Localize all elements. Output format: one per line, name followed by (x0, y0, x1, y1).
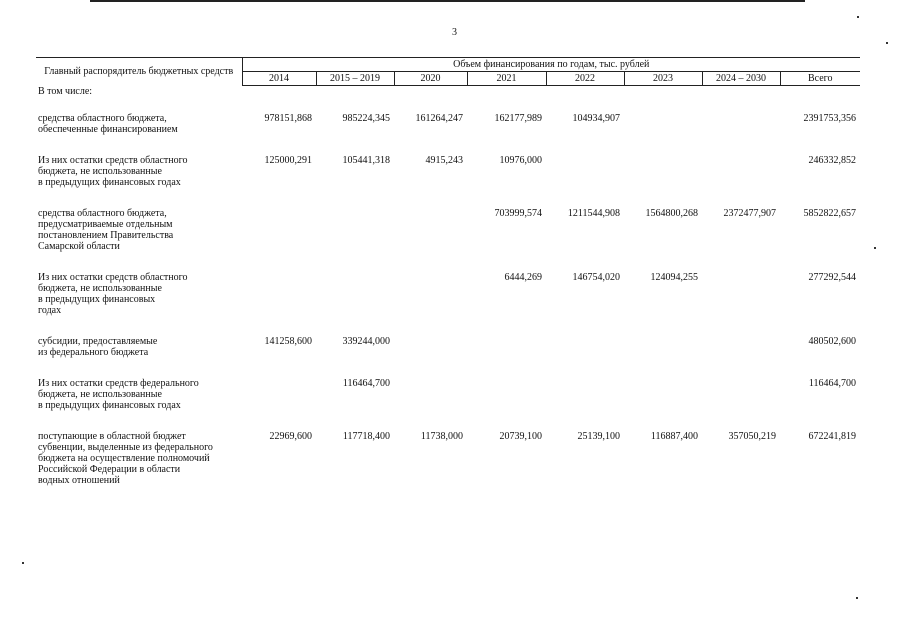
value-cell (467, 328, 546, 370)
row-label: Из них остатки средств областного бюджета, не использованные в предыдущих финансовых годах (38, 155, 188, 188)
value-cell (702, 264, 780, 328)
scan-speck (886, 42, 888, 44)
table-row (36, 200, 860, 264)
row-total-cell: 116464,700 (808, 378, 856, 389)
table-row (36, 328, 860, 370)
row-total-cell: 672241,819 (808, 431, 856, 442)
row-total-cell: 246332,852 (808, 155, 856, 166)
year-header: 2023 (624, 72, 702, 86)
value-cell (316, 264, 394, 328)
value-cell (394, 264, 467, 328)
financing-group-header: Объем финансирования по годам, тыс. рублей (242, 58, 860, 72)
row-total-cell: 5852822,657 (803, 208, 856, 219)
value-cell: 125000,291 (264, 155, 312, 166)
value-cell (242, 200, 316, 264)
value-cell: 357050,219 (728, 431, 776, 442)
row-total-cell: 2391753,356 (803, 113, 856, 124)
value-cell (546, 370, 624, 423)
table-row (36, 147, 860, 200)
value-cell: 161264,247 (415, 113, 463, 124)
table-row (36, 370, 860, 423)
value-cell: 1564800,268 (645, 208, 698, 219)
value-cell: 978151,868 (264, 113, 312, 124)
table-row (36, 264, 860, 328)
value-cell: 124094,255 (650, 272, 698, 283)
value-cell: 105441,318 (342, 155, 390, 166)
scan-speck (857, 16, 859, 18)
value-cell (624, 370, 702, 423)
value-cell (624, 328, 702, 370)
row-label: средства областного бюджета, обеспеченные финансированием (38, 113, 178, 135)
value-cell: 117718,400 (342, 431, 390, 442)
page-number: 3 (452, 27, 457, 38)
value-cell (242, 370, 316, 423)
row-label: средства областного бюджета, предусматриваемые отдельным постановлением Правительства Самарской области (38, 208, 174, 252)
value-cell: 339244,000 (342, 336, 390, 347)
value-cell: 985224,345 (342, 113, 390, 124)
value-cell: 11738,000 (420, 431, 463, 442)
value-cell (316, 200, 394, 264)
value-cell (702, 105, 780, 147)
year-header: 2020 (394, 72, 467, 86)
value-cell (546, 328, 624, 370)
table-row (36, 423, 860, 498)
year-header: 2024 – 2030 (702, 72, 780, 86)
value-cell: 4915,243 (425, 155, 463, 166)
value-cell (242, 264, 316, 328)
value-cell: 146754,020 (572, 272, 620, 283)
value-cell: 2372477,907 (723, 208, 776, 219)
row-total-cell: 480502,600 (808, 336, 856, 347)
year-header: 2014 (242, 72, 316, 86)
table-body (36, 86, 860, 499)
total-header: Всего (780, 72, 860, 86)
year-header: 2022 (546, 72, 624, 86)
scan-speck (874, 247, 876, 249)
value-cell: 10976,000 (499, 155, 542, 166)
row-label: субсидии, предоставляемые из федерального бюджета (38, 336, 158, 358)
value-cell (702, 328, 780, 370)
value-cell (624, 147, 702, 200)
top-border-line (90, 0, 805, 2)
value-cell: 703999,574 (494, 208, 542, 219)
scan-speck (22, 562, 24, 564)
value-cell: 6444,269 (504, 272, 542, 283)
scan-speck (856, 597, 858, 599)
value-cell: 141258,600 (264, 336, 312, 347)
value-cell (394, 370, 467, 423)
row-label: поступающие в областной бюджет субвенции, выделенные из федерального бюджета на осуществление полномочий Российской Федерации в области водных отношений (38, 431, 213, 486)
row-label: Из них остатки средств федерального бюджета, не использованные в предыдущих финансовых годах (38, 378, 199, 411)
year-header: 2021 (467, 72, 546, 86)
value-cell: 116887,400 (650, 431, 698, 442)
value-cell (702, 370, 780, 423)
value-cell: 116464,700 (342, 378, 390, 389)
row-label: Из них остатки средств областного бюджета, не использованные в предыдущих финансовых годах (38, 272, 188, 316)
value-cell: 162177,989 (494, 113, 542, 124)
table-row (36, 105, 860, 147)
year-header: 2015 – 2019 (316, 72, 394, 86)
section-label: В том числе: (38, 86, 93, 97)
row-total-cell: 277292,544 (808, 272, 856, 283)
value-cell (546, 147, 624, 200)
value-cell (467, 370, 546, 423)
value-cell: 104934,907 (572, 113, 620, 124)
value-cell (394, 328, 467, 370)
value-cell (394, 200, 467, 264)
value-cell: 1211544,908 (567, 208, 620, 219)
distributor-header: Главный распорядитель бюджетных средств (36, 58, 242, 86)
financing-table (36, 57, 860, 498)
value-cell (624, 105, 702, 147)
value-cell (702, 147, 780, 200)
value-cell: 22969,600 (269, 431, 312, 442)
value-cell: 20739,100 (499, 431, 542, 442)
value-cell: 25139,100 (577, 431, 620, 442)
